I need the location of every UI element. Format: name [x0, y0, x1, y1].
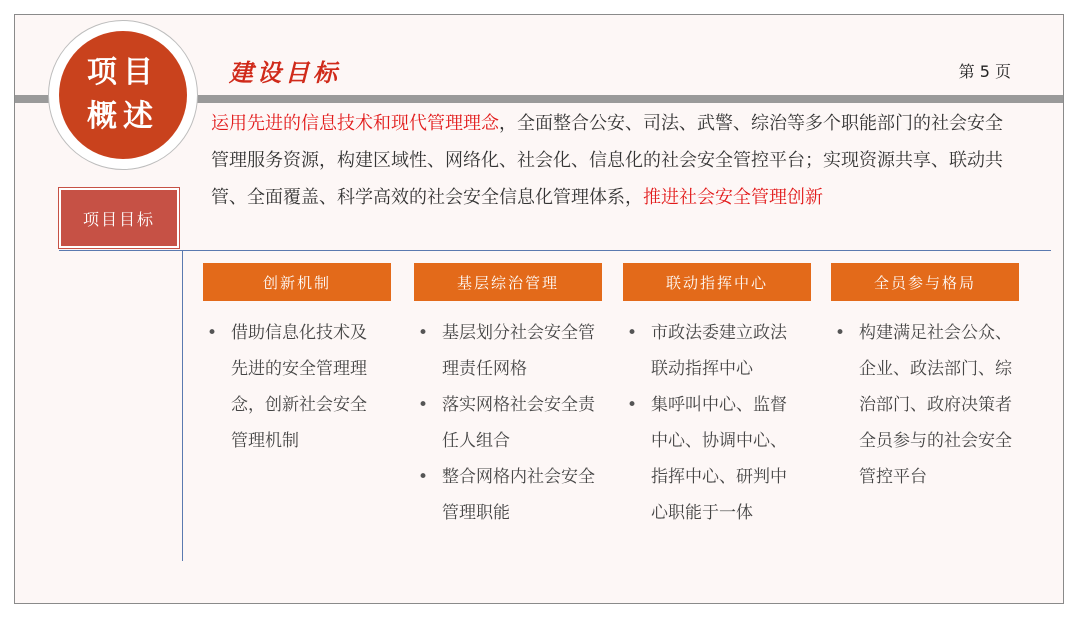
list-item: • 市政法委建立政法联动指挥中心 — [623, 315, 799, 387]
page-number: 第 5 页 — [958, 62, 1011, 81]
list-item: • 借助信息化技术及先进的安全管理理念，创新社会安全管理机制 — [203, 315, 369, 459]
card-list-innovation — [203, 315, 369, 459]
divider-horizontal — [59, 250, 1051, 251]
card-header-innovation: 创新机制 — [203, 263, 391, 301]
card-list-grassroots — [414, 315, 602, 531]
section-badge-text — [80, 51, 166, 139]
card-header-grassroots: 基层综治管理 — [414, 263, 602, 301]
slide — [14, 14, 1064, 604]
section-badge — [59, 31, 187, 159]
side-tag: 项目目标 — [59, 188, 179, 248]
page-title: 建设目标 — [229, 58, 341, 87]
list-item: • 整合网格内社会安全管理职能 — [414, 459, 602, 531]
card-list-command-center — [623, 315, 799, 531]
intro-paragraph — [211, 105, 1011, 216]
divider-vertical — [182, 251, 183, 561]
card-header-command-center: 联动指挥中心 — [623, 263, 811, 301]
intro-highlight-start: 运用先进的信息技术和现代管理理念 — [211, 113, 499, 134]
card-list-participation — [831, 315, 1019, 495]
intro-body: ，全面整合公安、司法、武警、综治等多个职能部门的社会安全管理服务资源，构建区域性、网络化、社会化、信息化的社会安全管控平台；实现资源共享、联动共管、全面覆盖、科学高效的社会安全信息化管理体系， — [211, 113, 1003, 208]
badge-line-2: 概述 — [87, 99, 159, 134]
badge-line-1: 项目 — [87, 55, 159, 90]
list-item: • 落实网格社会安全责任人组合 — [414, 387, 602, 459]
list-item: • 集呼叫中心、监督中心、协调中心、指挥中心、研判中心职能于一体 — [623, 387, 799, 531]
intro-highlight-end: 推进社会安全管理创新 — [643, 187, 823, 208]
list-item: • 构建满足社会公众、企业、政法部门、综治部门、政府决策者全员参与的社会安全管控平台 — [831, 315, 1019, 495]
card-header-participation: 全员参与格局 — [831, 263, 1019, 301]
list-item: • 基层划分社会安全管理责任网格 — [414, 315, 602, 387]
